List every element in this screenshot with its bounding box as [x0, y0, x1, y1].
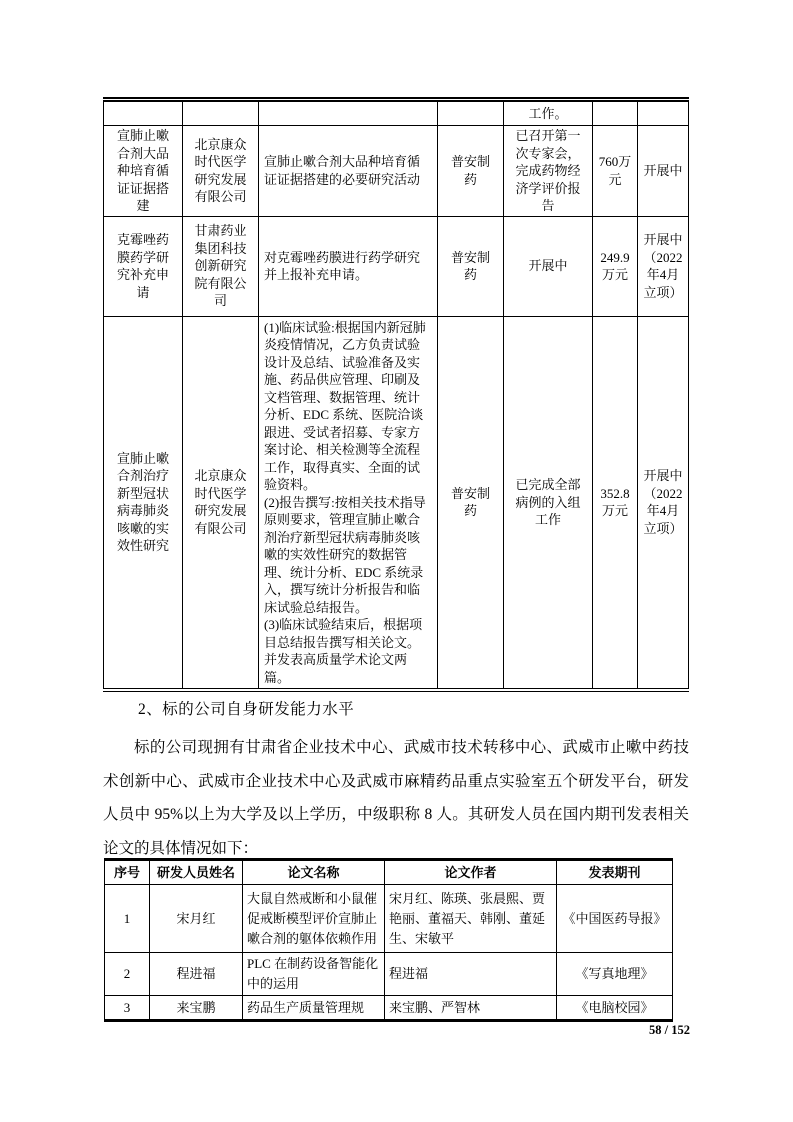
section-heading: 2、标的公司自身研发能力水平 [138, 701, 355, 718]
progress-cell: 已召开第一次专家会，完成药物经济学评价报告 [504, 126, 593, 217]
table-row [104, 316, 689, 690]
status-cell: 开展中（2022年4月立项） [638, 316, 689, 690]
page-number: 58 / 152 [649, 1023, 690, 1037]
column-header-name: 研发人员姓名 [150, 860, 243, 885]
journal-cell: 《写真地理》 [557, 953, 673, 996]
project-cell: 克霉唑药膜药学研究补充申请 [104, 216, 183, 316]
no-cell: 3 [105, 996, 150, 1021]
name-cell: 程进福 [150, 953, 243, 996]
rd-projects-table [103, 97, 689, 692]
paper-title-cell: 大鼠自然戒断和小鼠催促戒断模型评价宣肺止嗽合剂的躯体依赖作用 [243, 885, 385, 953]
no-cell: 1 [105, 885, 150, 953]
description-text: (3)临床试验结束后，根据项目总结报告撰写相关论文。并发表高质量学术论文两篇。 [264, 617, 423, 685]
client-cell: 普安制药 [438, 316, 504, 690]
journal-cell: 《电脑校园》 [557, 996, 673, 1021]
column-header-title: 论文名称 [243, 860, 385, 885]
partner-cell [183, 100, 259, 126]
table-row-carryover [104, 100, 689, 126]
description-text: (2)报告撰写:按相关技术指导原则要求，管理宣肺止嗽合剂治疗新型冠状病毒肺炎咳嗽的实效性研究的数据管理、统计分析、EDC 系统录入，撰写统计分析报告和临床试验总结报告。 [264, 494, 426, 615]
table-header-row [105, 860, 673, 885]
progress-cell: 已完成全部病例的入组工作 [504, 316, 593, 690]
paper-authors-cell: 宋月红、陈瑛、张晨熙、贾艳丽、董福天、韩刚、董延生、宋敏平 [385, 885, 557, 953]
description-cell [259, 126, 438, 217]
name-cell: 来宝鹏 [150, 996, 243, 1021]
partner-cell: 北京康众时代医学研究发展有限公司 [183, 316, 259, 690]
description-cell [259, 316, 438, 690]
body-paragraph: 标的公司现拥有甘肃省企业技术中心、武威市技术转移中心、武威市止嗽中药技术创新中心、武威市企业技术中心及武威市麻精药品重点实验室五个研发平台，研发人员中 95%以上为大学及以上学历，中级职称 8 人。其研发人员在国内期刊发表相关论文的具体情况如下： [103, 739, 689, 857]
table-row [105, 953, 673, 996]
paper-title-cell: PLC 在制药设备智能化中的运用 [243, 953, 385, 996]
description-cell [259, 100, 438, 126]
partner-cell: 北京康众时代医学研究发展有限公司 [183, 126, 259, 217]
journal-cell: 《中国医药导报》 [557, 885, 673, 953]
project-cell: 宣肺止嗽合剂治疗新型冠状病毒肺炎咳嗽的实效性研究 [104, 316, 183, 690]
table-row [104, 216, 689, 316]
progress-cell: 工作。 [504, 100, 593, 126]
client-cell: 普安制药 [438, 126, 504, 217]
amount-cell [593, 100, 638, 126]
project-cell [104, 100, 183, 126]
partner-cell: 甘肃药业集团科技创新研究院有限公司 [183, 216, 259, 316]
description-text: (1)临床试验:根据国内新冠肺炎疫情情况，乙方负责试验设计及总结、试验准备及实施、药品供应管理、印刷及文档管理、数据管理、统计分析、EDC 系统、医院洽谈跟进、受试者招募、专家方案讨论、相关检测等全流程工作，取得真实、全面的试验资料。 [264, 319, 426, 492]
status-cell: 开展中 [638, 126, 689, 217]
paper-authors-cell: 程进福 [385, 953, 557, 996]
column-header-authors: 论文作者 [385, 860, 557, 885]
amount-cell: 760万元 [593, 126, 638, 217]
description-text: 宣肺止嗽合剂大品种培育循证证据搭建的必要研究活动 [264, 154, 421, 187]
status-cell [638, 100, 689, 126]
table-row [104, 126, 689, 217]
description-text: 对克霉唑药膜进行药学研究并上报补充申请。 [264, 249, 421, 282]
column-header-no: 序号 [105, 860, 150, 885]
paper-title-cell: 药品生产质量管理规 [243, 996, 385, 1021]
name-cell: 宋月红 [150, 885, 243, 953]
table-row [105, 996, 673, 1021]
status-cell: 开展中（2022年4月立项） [638, 216, 689, 316]
client-cell: 普安制药 [438, 216, 504, 316]
client-cell [438, 100, 504, 126]
papers-table [104, 858, 673, 1022]
project-cell: 宣肺止嗽合剂大品种培育循证证据搭建 [104, 126, 183, 217]
progress-cell: 开展中 [504, 216, 593, 316]
column-header-journal: 发表期刊 [557, 860, 673, 885]
table-row [105, 885, 673, 953]
no-cell: 2 [105, 953, 150, 996]
description-cell [259, 216, 438, 316]
amount-cell: 352.8万元 [593, 316, 638, 690]
amount-cell: 249.9万元 [593, 216, 638, 316]
paper-authors-cell: 来宝鹏、严智林 [385, 996, 557, 1021]
